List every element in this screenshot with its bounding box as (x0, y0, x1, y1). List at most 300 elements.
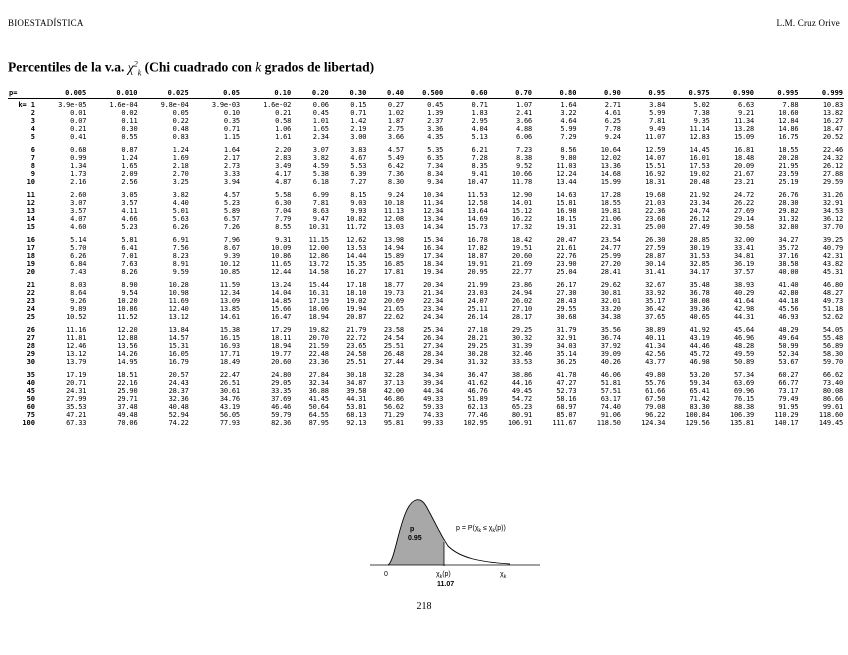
percentile-cell: 29.05 (271, 379, 292, 387)
percentile-cell: 18.55 (778, 146, 799, 154)
percentile-cell: 33.53 (511, 358, 532, 366)
percentile-cell: 85.07 (556, 411, 577, 419)
percentile-cell: 22.36 (645, 207, 666, 215)
p-header-row (8, 88, 844, 99)
percentile-cell: 15.44 (308, 281, 329, 289)
percentile-cell: 1.6e-04 (109, 101, 138, 109)
percentile-cell: 5.02 (693, 101, 710, 109)
percentile-cell: 55.48 (822, 334, 843, 342)
percentile-cell: 73.17 (778, 387, 799, 395)
percentile-cell: 18.48 (733, 154, 755, 162)
percentile-cell: 67.50 (645, 395, 666, 403)
percentile-cell: 13.79 (66, 358, 87, 366)
percentile-cell: 41.64 (733, 297, 755, 305)
percentile-cell: 55.76 (645, 379, 666, 387)
percentile-cell: 2.71 (604, 101, 621, 109)
percentile-cell: 37.69 (271, 395, 292, 403)
percentile-cell: 28.41 (600, 268, 621, 276)
k-cell: 40 (26, 379, 35, 387)
table-row (8, 199, 844, 207)
percentile-cell: 2.73 (223, 162, 240, 170)
percentile-cell: 21.99 (467, 281, 488, 289)
percentile-cell: 12.88 (117, 334, 138, 342)
percentile-cell: 47.27 (556, 379, 577, 387)
k-cell: 13 (26, 207, 35, 215)
percentile-cell: 25.04 (556, 268, 577, 276)
percentile-cell: 8.64 (70, 289, 87, 297)
percentile-cell: 43.19 (689, 334, 710, 342)
percentile-cell: 16.27 (346, 268, 367, 276)
table-row (8, 313, 844, 321)
percentile-cell: 31.53 (689, 252, 710, 260)
percentile-cell: 46.98 (689, 358, 710, 366)
percentile-cell: 14.57 (168, 334, 189, 342)
percentile-cell: 12.00 (308, 244, 329, 252)
percentile-cell: 15.89 (383, 252, 404, 260)
percentile-cell: 111.67 (552, 419, 577, 427)
percentile-cell: 0.21 (275, 109, 292, 117)
percentile-cell: 5.01 (172, 207, 189, 215)
percentile-cell: 56.89 (822, 342, 843, 350)
percentile-cell: 0.41 (70, 133, 87, 141)
table-row (8, 236, 844, 244)
percentile-cell: 11.53 (467, 191, 488, 199)
percentile-cell: 102.95 (463, 419, 488, 427)
percentile-cell: 0.71 (223, 125, 240, 133)
percentile-cell: 58.30 (822, 350, 843, 358)
k-cell: 30 (26, 358, 35, 366)
table-row (8, 334, 844, 342)
percentile-cell: 0.21 (70, 125, 87, 133)
percentile-cell: 2.60 (70, 191, 87, 199)
percentile-cell: 9.49 (649, 125, 666, 133)
percentile-cell: 34.27 (778, 236, 799, 244)
percentile-cell: 41.40 (778, 281, 799, 289)
percentile-cell: 30.81 (600, 289, 621, 297)
percentile-cell: 10.18 (383, 199, 404, 207)
percentile-cell: 16.01 (689, 154, 710, 162)
percentile-cell: 106.39 (729, 411, 755, 419)
percentile-cell: 13.12 (168, 313, 189, 321)
p-header-cell: 0.010 (87, 88, 138, 99)
percentile-cell: 3.05 (121, 191, 138, 199)
percentile-cell: 3.07 (312, 146, 329, 154)
percentile-cell: 30.32 (511, 334, 532, 342)
percentile-cell: 11.69 (168, 297, 189, 305)
percentile-cell: 27.18 (467, 326, 488, 334)
percentile-cell: 39.34 (423, 379, 444, 387)
table-row (8, 244, 844, 252)
percentile-cell: 79.49 (778, 395, 799, 403)
percentile-cell: 11.13 (383, 207, 404, 215)
k-cell: 23 (26, 297, 35, 305)
percentile-cell: 30.61 (219, 387, 240, 395)
title-suffix: grados de libertad) (261, 59, 375, 75)
percentile-cell: 16.05 (168, 350, 189, 358)
percentile-cell: 0.06 (312, 101, 329, 109)
percentile-cell: 7.38 (693, 109, 710, 117)
percentile-cell: 2.41 (515, 109, 532, 117)
percentile-cell: 43.77 (645, 358, 666, 366)
percentile-cell: 13.09 (219, 297, 240, 305)
percentile-cell: 52.62 (822, 313, 843, 321)
percentile-cell: 5.99 (649, 109, 666, 117)
percentile-cell: 6.25 (604, 117, 621, 125)
percentile-cell: 14.58 (308, 268, 329, 276)
percentile-cell: 16.81 (733, 146, 755, 154)
percentile-cell: 12.46 (66, 342, 87, 350)
percentile-cell: 4.04 (471, 125, 488, 133)
percentile-cell: 31.32 (778, 215, 799, 223)
percentile-cell: 0.45 (312, 109, 329, 117)
percentile-cell: 0.15 (350, 101, 367, 109)
percentile-cell: 0.87 (121, 146, 138, 154)
percentile-cell: 28.21 (467, 334, 488, 342)
percentile-cell: 48.27 (822, 289, 843, 297)
percentile-cell: 35.14 (556, 350, 577, 358)
p-header-cell: 0.40 (367, 88, 405, 99)
percentile-cell: 45.72 (689, 350, 710, 358)
percentile-cell: 6.21 (471, 146, 488, 154)
percentile-cell: 19.94 (346, 305, 367, 313)
percentile-cell: 71.29 (383, 411, 404, 419)
k-cell: 11 (26, 191, 35, 199)
percentile-cell: 16.47 (271, 313, 292, 321)
percentile-cell: 40.65 (689, 313, 710, 321)
percentile-cell: 18.77 (383, 281, 404, 289)
percentile-cell: 7.29 (560, 133, 577, 141)
percentile-table (8, 88, 844, 427)
percentile-cell: 4.11 (121, 207, 138, 215)
percentile-cell: 46.76 (467, 387, 488, 395)
percentile-cell: 14.44 (346, 252, 367, 260)
percentile-cell: 49.64 (778, 334, 799, 342)
percentile-cell: 37.70 (822, 223, 843, 231)
percentile-cell: 3.57 (121, 199, 138, 207)
percentile-cell: 66.77 (778, 379, 799, 387)
percentile-cell: 19.73 (383, 289, 404, 297)
percentile-cell: 37.13 (383, 379, 404, 387)
percentile-cell: 21.61 (556, 244, 577, 252)
percentile-cell: 17.53 (689, 162, 710, 170)
percentile-cell: 9.34 (427, 178, 444, 186)
percentile-cell: 14.01 (511, 199, 532, 207)
percentile-cell: 0.30 (121, 125, 138, 133)
percentile-cell: 12.59 (645, 146, 666, 154)
percentile-cell: 0.83 (172, 133, 189, 141)
percentile-cell: 18.31 (645, 178, 666, 186)
percentile-cell: 106.91 (507, 419, 532, 427)
percentile-cell: 74.40 (600, 403, 621, 411)
percentile-cell: 40.00 (778, 268, 799, 276)
p-header-cell: 0.500 (405, 88, 444, 99)
percentile-cell: 24.07 (467, 297, 488, 305)
percentile-cell: 1.69 (172, 154, 189, 162)
percentile-cell: 11.59 (219, 281, 240, 289)
p-header-cell: 0.80 (533, 88, 577, 99)
percentile-cell: 18.94 (308, 313, 329, 321)
percentile-cell: 23.65 (346, 342, 367, 350)
percentile-cell: 1.01 (312, 117, 329, 125)
percentile-cell: 25.19 (778, 178, 799, 186)
percentile-cell: 11.03 (556, 162, 577, 170)
percentile-cell: 29.34 (423, 358, 444, 366)
percentile-cell: 42.98 (733, 305, 755, 313)
percentile-cell: 19.31 (556, 223, 577, 231)
percentile-cell: 62.13 (467, 403, 488, 411)
percentile-cell: 11.07 (645, 133, 666, 141)
percentile-cell: 8.55 (275, 223, 292, 231)
percentile-cell: 1.83 (471, 109, 488, 117)
percentile-cell: 13.84 (168, 326, 189, 334)
percentile-cell: 2.83 (275, 154, 292, 162)
percentile-cell: 3.33 (223, 170, 240, 178)
percentile-cell: 8.30 (387, 178, 404, 186)
percentile-cell: 52.73 (556, 387, 577, 395)
percentile-cell: 6.42 (387, 162, 404, 170)
percentile-cell: 20.95 (467, 268, 488, 276)
percentile-cell: 38.89 (645, 326, 666, 334)
percentile-cell: 35.48 (689, 281, 710, 289)
percentile-cell: 9.39 (223, 252, 240, 260)
percentile-cell: 99.33 (423, 419, 444, 427)
percentile-cell: 17.32 (511, 223, 532, 231)
percentile-cell: 32.28 (383, 371, 404, 379)
percentile-cell: 59.33 (423, 403, 444, 411)
area-p-label: p (410, 526, 415, 533)
percentile-cell: 27.84 (308, 371, 329, 379)
percentile-cell: 32.80 (778, 223, 799, 231)
percentile-cell: 22.48 (308, 350, 329, 358)
percentile-cell: 2.37 (427, 117, 444, 125)
percentile-cell: 28.87 (645, 252, 666, 260)
percentile-cell: 1.65 (121, 162, 138, 170)
percentile-cell: 21.65 (383, 305, 404, 313)
percentile-cell: 99.61 (822, 403, 843, 411)
percentile-cell: 10.09 (271, 244, 292, 252)
percentile-cell: 37.16 (778, 252, 799, 260)
percentile-cell: 35.53 (66, 403, 87, 411)
percentile-cell: 18.55 (600, 199, 621, 207)
percentile-cell: 18.51 (117, 371, 138, 379)
percentile-cell: 30.14 (645, 260, 666, 268)
percentile-cell: 13.34 (423, 215, 444, 223)
percentile-cell: 32.67 (645, 281, 666, 289)
k-cell: 27 (26, 334, 35, 342)
percentile-cell: 0.71 (471, 101, 488, 109)
percentile-cell: 19.77 (271, 350, 292, 358)
percentile-cell: 80.91 (511, 411, 532, 419)
percentile-cell: 10.47 (467, 178, 488, 186)
percentile-cell: 26.51 (219, 379, 240, 387)
percentile-cell: 9.59 (172, 268, 189, 276)
percentile-cell: 74.33 (423, 411, 444, 419)
percentile-cell: 12.86 (308, 252, 329, 260)
percentile-cell: 15.35 (346, 260, 367, 268)
percentile-cell: 4.66 (121, 215, 138, 223)
percentile-cell: 5.23 (223, 199, 240, 207)
percentile-cell: 6.39 (350, 170, 367, 178)
percentile-cell: 33.20 (600, 305, 621, 313)
percentile-cell: 18.11 (271, 334, 292, 342)
percentile-cell: 16.79 (168, 358, 189, 366)
title-prefix: Percentiles de la v.a. (8, 59, 128, 75)
percentile-cell: 14.34 (423, 223, 444, 231)
percentile-cell: 24.80 (271, 371, 292, 379)
table-row (8, 411, 844, 419)
table-row (8, 117, 844, 125)
percentile-cell: 10.31 (308, 223, 329, 231)
percentile-cell: 1.64 (560, 101, 577, 109)
percentile-cell: 37.65 (645, 313, 666, 321)
percentile-cell: 54.72 (511, 395, 532, 403)
percentile-cell: 46.93 (778, 313, 799, 321)
p-header-cell: 0.95 (622, 88, 666, 99)
k-cell: 9 (30, 170, 35, 178)
percentile-cell: 26.30 (645, 236, 666, 244)
table-row (8, 99, 844, 110)
percentile-cell: 42.31 (822, 252, 843, 260)
percentile-cell: 10.98 (168, 289, 189, 297)
percentile-cell: 4.61 (604, 109, 621, 117)
percentile-cell: 23.86 (511, 281, 532, 289)
percentile-cell: 12.44 (271, 268, 292, 276)
percentile-cell: 11.34 (423, 199, 444, 207)
percentile-cell: 87.95 (308, 419, 329, 427)
table-row (8, 289, 844, 297)
k-cell: 28 (26, 342, 35, 350)
percentile-cell: 22.62 (383, 313, 404, 321)
percentile-cell: 20.69 (383, 297, 404, 305)
percentile-cell: 69.96 (733, 387, 755, 395)
percentile-cell: 7.04 (275, 207, 292, 215)
percentile-cell: 4.60 (70, 223, 87, 231)
percentile-cell: 16.78 (467, 236, 488, 244)
percentile-cell: 49.73 (822, 297, 843, 305)
percentile-cell: 3.57 (70, 207, 87, 215)
density-figure (370, 490, 550, 602)
k-cell: 60 (26, 403, 35, 411)
percentile-cell: 2.34 (312, 133, 329, 141)
percentile-cell: 34.81 (733, 252, 755, 260)
percentile-cell: 20.28 (778, 154, 799, 162)
percentile-cell: 9.21 (737, 109, 755, 117)
percentile-cell: 6.35 (427, 154, 444, 162)
percentile-cell: 4.17 (275, 170, 292, 178)
percentile-cell: 17.18 (346, 281, 367, 289)
k-cell: 14 (26, 215, 35, 223)
percentile-cell: 9.26 (70, 297, 87, 305)
percentile-cell: 20.60 (511, 252, 532, 260)
percentile-cell: 2.19 (350, 125, 367, 133)
percentile-cell: 0.01 (70, 109, 87, 117)
percentile-cell: 8.56 (560, 146, 577, 154)
percentile-cell: 25.51 (383, 342, 404, 350)
percentile-cell: 28.34 (423, 350, 444, 358)
percentile-cell: 29.82 (778, 207, 799, 215)
k-cell: 75 (26, 411, 35, 419)
percentile-cell: 27.99 (66, 395, 87, 403)
percentile-cell: 3.9e-03 (211, 101, 240, 109)
table-row (8, 281, 844, 289)
percentile-cell: 18.06 (308, 305, 329, 313)
percentile-cell: 1.39 (427, 109, 444, 117)
percentile-cell: 21.59 (308, 342, 329, 350)
percentile-cell: 13.53 (346, 244, 367, 252)
percentile-cell: 14.45 (689, 146, 710, 154)
percentile-cell: 15.51 (645, 162, 666, 170)
percentile-cell: 4.40 (172, 199, 189, 207)
percentile-cell: 52.94 (168, 411, 189, 419)
k-cell: 21 (26, 281, 35, 289)
percentile-cell: 4.87 (275, 178, 292, 186)
percentile-cell: 0.22 (172, 117, 189, 125)
percentile-cell: 1.6e-02 (263, 101, 292, 109)
percentile-cell: 68.97 (556, 403, 577, 411)
percentile-cell: 16.92 (645, 170, 666, 178)
percentile-cell: 7.63 (121, 260, 138, 268)
percentile-cell: 5.63 (172, 215, 189, 223)
percentile-cell: 28.43 (556, 297, 577, 305)
percentile-cell: 39.09 (600, 350, 621, 358)
percentile-cell: 12.62 (346, 236, 367, 244)
percentile-cell: 40.29 (733, 289, 755, 297)
percentile-cell: 27.59 (645, 244, 666, 252)
percentile-cell: 16.75 (778, 133, 799, 141)
percentile-cell: 74.22 (168, 419, 189, 427)
percentile-cell: 10.66 (511, 170, 532, 178)
percentile-cell: 10.34 (423, 191, 444, 199)
percentile-cell: 1.42 (350, 117, 367, 125)
percentile-cell: 12.20 (117, 326, 138, 334)
p-label: p= (8, 88, 36, 99)
percentile-cell: 53.20 (689, 371, 710, 379)
percentile-cell: 19.81 (600, 207, 621, 215)
percentile-cell: 13.82 (822, 109, 843, 117)
percentile-cell: 16.22 (511, 215, 532, 223)
p-header-cell: 0.990 (711, 88, 755, 99)
percentile-cell: 39.58 (346, 387, 367, 395)
percentile-cell: 26.22 (733, 199, 755, 207)
percentile-cell: 13.36 (600, 162, 621, 170)
percentile-cell: 4.88 (515, 125, 532, 133)
percentile-cell: 18.47 (822, 125, 843, 133)
percentile-cell: 76.15 (733, 395, 755, 403)
percentile-cell: 4.59 (312, 162, 329, 170)
percentile-cell: 4.57 (387, 146, 404, 154)
table-row (8, 215, 844, 223)
percentile-cell: 14.68 (600, 170, 621, 178)
percentile-cell: 14.85 (271, 297, 292, 305)
percentile-cell: 66.62 (822, 371, 843, 379)
percentile-cell: 8.90 (121, 281, 138, 289)
percentile-cell: 23.54 (600, 236, 621, 244)
k-cell: 100 (22, 419, 35, 427)
percentile-cell: 11.78 (511, 178, 532, 186)
percentile-cell: 8.34 (427, 170, 444, 178)
percentile-cell: 15.31 (168, 342, 189, 350)
percentile-cell: 10.12 (219, 260, 240, 268)
percentile-cell: 6.99 (312, 191, 329, 199)
k-cell: 35 (26, 371, 35, 379)
percentile-cell: 46.96 (733, 334, 755, 342)
table-row (8, 326, 844, 334)
percentile-cell: 12.84 (778, 117, 799, 125)
percentile-cell: 25.51 (346, 358, 367, 366)
percentile-cell: 51.89 (467, 395, 488, 403)
percentile-cell: 0.45 (427, 101, 444, 109)
percentile-cell: 24.58 (346, 350, 367, 358)
